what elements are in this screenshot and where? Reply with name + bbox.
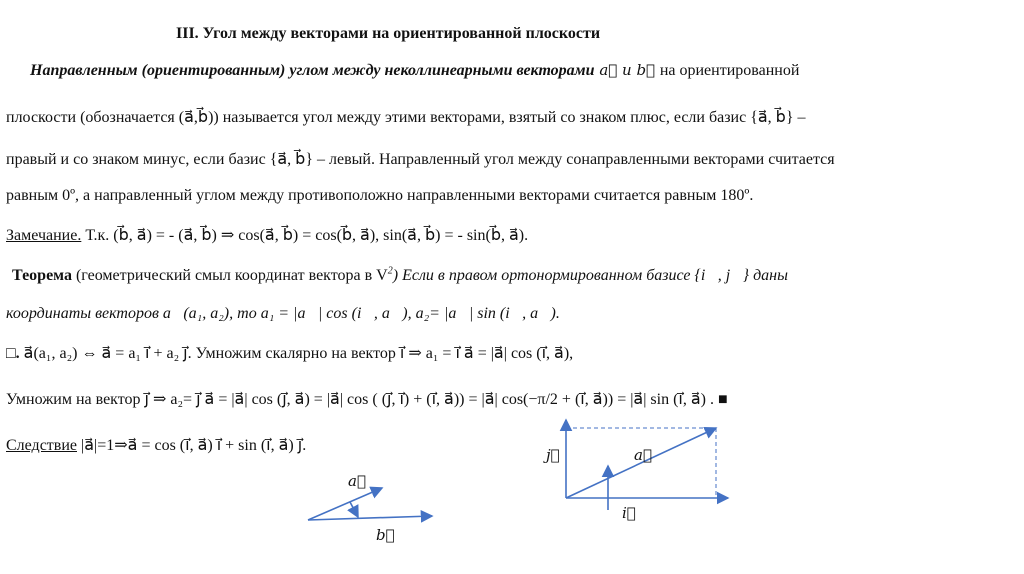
proof-start-marker: □. [6, 345, 20, 362]
remark-label: Замечание. [6, 227, 82, 244]
theorem-italic: ) Если в правом ортонормированном базисе {i⃗, j⃗} даны [392, 267, 788, 284]
proof-line-2: Умножим на вектор j⃗ ⇒ a₂= j⃗ a⃗ = |a⃗| cos (j⃗, a⃗) = |a⃗| cos ( (j⃗, i⃗) + (i⃗, a⃗)) = |a⃗| cos(−π/2 + (i⃗, a⃗)) = |a⃗| sin (i⃗, a⃗) . ■ [6, 391, 728, 408]
corollary [6, 436, 306, 456]
theorem-line-2: координаты векторов a⃗(a₁, a₂), то a₁ = |a⃗| cos (i⃗, a⃗), a₂= |a⃗| sin (i⃗, a⃗). [6, 305, 560, 322]
theorem-line-1 [12, 266, 788, 286]
angle-arc-arrow [350, 502, 358, 517]
vector-a-label: a⃗ [634, 446, 652, 464]
corollary-text: |a⃗|=1⇒a⃗ = cos (i⃗, a⃗) i⃗ + sin (i⃗, a⃗) j⃗. [77, 437, 307, 454]
theorem-text: (геометрический смыл координат вектора в V [71, 267, 388, 284]
definition-line-2: плоскости (обозначается (a⃗,b⃗)) называется угол между этими векторами, взятый со знаком плюс, если базис {a⃗, b⃗} – [6, 109, 806, 126]
theorem-label: Теорема [12, 267, 72, 284]
definition-line-4: равным 0º, а направленный углом между противоположно направленными векторами считается равным 180º. [6, 187, 754, 204]
vector-a-label: a⃗ [348, 472, 366, 490]
basis-j-label: j⃗ [546, 446, 560, 464]
vector-b-arrow [308, 516, 432, 520]
basis-i-label: i⃗ [622, 504, 636, 522]
figure-left [300, 466, 450, 558]
remark [6, 226, 528, 246]
proof-line-1 [6, 344, 573, 364]
vector-pair-ab: a⃗ и b⃗ [594, 61, 660, 79]
vector-b-label: b⃗ [376, 526, 395, 544]
section-heading: III. Угол между векторами на ориентированной плоскости [176, 25, 601, 42]
remark-text: Т.к. (b⃗, a⃗) = - (a⃗, b⃗) ⇒ cos(a⃗, b⃗) = cos(b⃗, a⃗), sin(a⃗, b⃗) = - sin(b⃗, a⃗). [81, 227, 529, 244]
vector-a-arrow [308, 488, 382, 520]
theorem-sup: 2 [387, 265, 393, 277]
definition-lead: Направленным (ориентированным) углом между неколлинеарными векторами [30, 62, 595, 79]
definition-line-3: правый и со знаком минус, если базис {a⃗, b⃗} – левый. Направленный угол между сонаправленными векторами считается [6, 151, 835, 168]
figure-right [540, 416, 740, 526]
corollary-label: Следствие [6, 437, 77, 454]
definition-line-1 [30, 60, 799, 81]
definition-line-1-tail: на ориентированной [659, 62, 800, 79]
proof-line-1-text: a⃗(a₁, a₂) ⇔ a⃗ = a₁ i⃗ + a₂ j⃗. Умножим скалярно на вектор i⃗ ⇒ a₁ = i⃗ a⃗ = |a⃗| cos (i⃗, a⃗), [19, 345, 574, 362]
